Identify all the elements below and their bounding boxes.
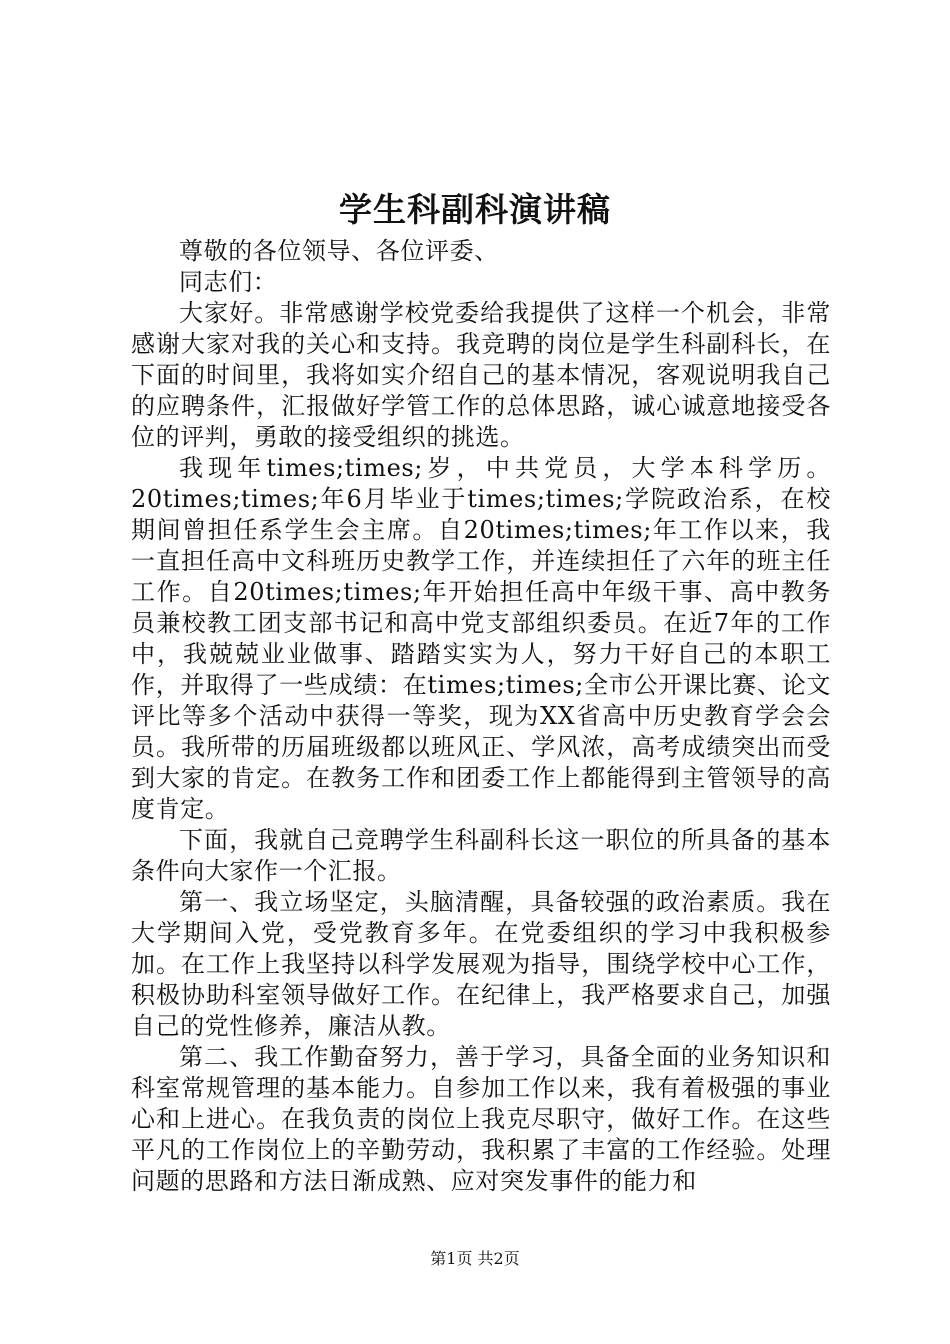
paragraph-background: 我现年times;times;岁，中共党员，大学本科学历。20times;times;年6月毕业于times;times;学院政治系，在校期间曾担任系学生会主席。自20times;times;年工作以来，我一直担任高中文科班历史教学工作，并连续担任了六年的班主任工作。自20times;times;年开始担任高中年级干事、高中教务员兼校教工团支部书记和高中党支部组织委员。在近7年的工作中，我兢兢业业做事、踏踏实实为人，努力干好自己的本职工作，并取得了一些成绩：在times;times;全市公开课比赛、论文评比等多个活动中获得一等奖，现为XX省高中历史教育学会会员。我所带的历届班级都以班风正、学风浓，高考成绩突出而受到大家的肯定。在教务工作和团委工作上都能得到主管领导的高度肯定。: [131, 454, 831, 823]
paragraph-greeting: 大家好。非常感谢学校党委给我提供了这样一个机会，非常感谢大家对我的关心和支持。我竞聘的岗位是学生科副科长，在下面的时间里，我将如实介绍自己的基本情况，客观说明我自己的应聘条件，汇报做好学管工作的总体思路，诚心诚意地接受各位的评判，勇敢的接受组织的挑选。: [131, 299, 831, 451]
salutation-line-1: 尊敬的各位领导、各位评委、: [179, 237, 499, 265]
page-number: 第1页 共2页: [430, 1249, 520, 1268]
document-title: 学生科副科演讲稿: [339, 190, 611, 229]
salutation-line-2: 同志们：: [179, 268, 278, 296]
document-body: [131, 236, 831, 1197]
paragraph-second-point: 第二、我工作勤奋努力，善于学习，具备全面的业务知识和科室常规管理的基本能力。自参加工作以来，我有着极强的事业心和上进心。在我负责的岗位上我克尽职守，做好工作。在这些平凡的工作岗位上的辛勤劳动，我积累了丰富的工作经验。处理问题的思路和方法日渐成熟、应对突发事件的能力和: [131, 1043, 831, 1195]
paragraph-intro-conditions: 下面，我就自己竞聘学生科副科长这一职位的所具备的基本条件向大家作一个汇报。: [131, 826, 831, 885]
paragraph-first-point: 第一、我立场坚定，头脑清醒，具备较强的政治素质。我在大学期间入党，受党教育多年。在党委组织的学习中我积极参加。在工作上我坚持以科学发展观为指导，围绕学校中心工作，积极协助科室领导做好工作。在纪律上，我严格要求自己，加强自己的党性修养，廉洁从教。: [131, 888, 831, 1040]
